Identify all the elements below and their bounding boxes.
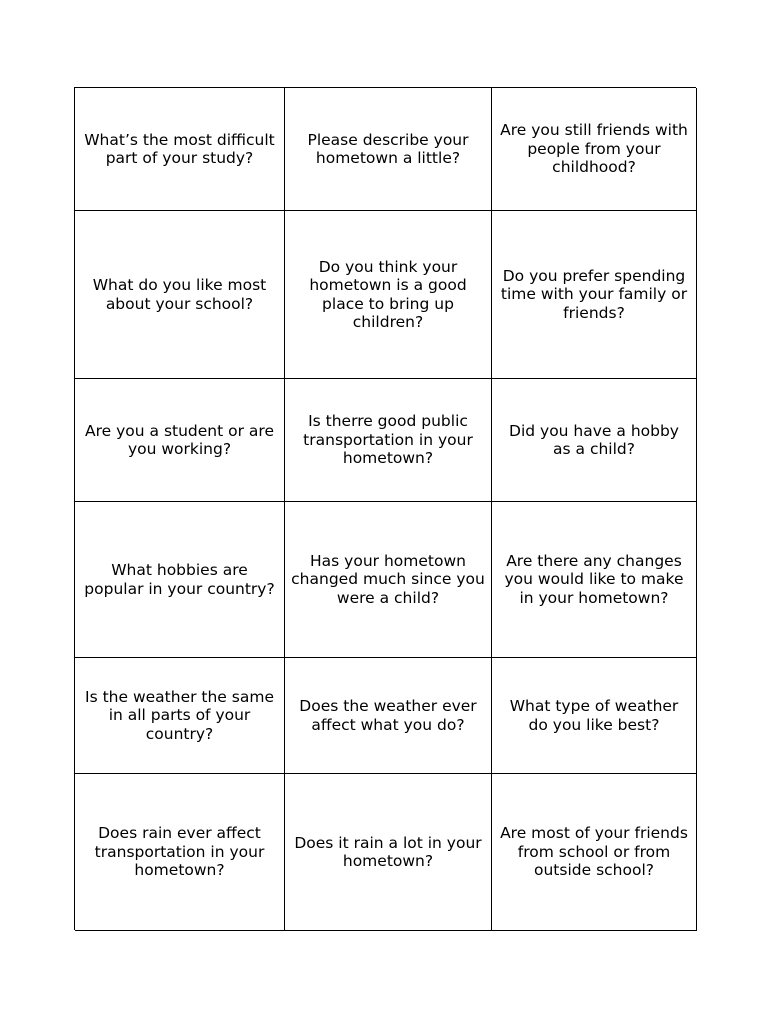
- question-text: What’s the most difficult part of your study?: [84, 130, 275, 167]
- question-card: [492, 88, 697, 211]
- question-card-grid: [74, 87, 696, 930]
- question-card: [285, 502, 492, 658]
- question-card: [285, 658, 492, 774]
- question-card: [285, 211, 492, 379]
- question-text: Is the weather the same in all parts of your country?: [85, 687, 274, 743]
- question-text: Are you still friends with people from your childhood?: [500, 121, 688, 177]
- question-card: [75, 774, 285, 931]
- question-card: [492, 211, 697, 379]
- question-text: Please describe your hometown a little?: [307, 130, 469, 167]
- question-text: Do you prefer spending time with your family or friends?: [500, 266, 688, 322]
- question-card: [492, 502, 697, 658]
- question-card: [492, 774, 697, 931]
- question-text: Are you a student or are you working?: [85, 421, 274, 458]
- question-text: Does it rain a lot in your hometown?: [294, 833, 482, 870]
- question-card: [75, 502, 285, 658]
- question-card: [492, 379, 697, 502]
- question-text: Are most of your friends from school or from outside school?: [500, 824, 688, 880]
- question-card: [285, 88, 492, 211]
- question-card: [75, 379, 285, 502]
- question-text: Are there any changes you would like to make in your hometown?: [504, 551, 684, 607]
- question-text: Does the weather ever affect what you do?: [299, 697, 477, 734]
- question-text: Is therre good public transportation in your hometown?: [303, 412, 473, 468]
- question-text: What hobbies are popular in your country?: [84, 561, 275, 598]
- question-text: What type of weather do you like best?: [509, 697, 679, 734]
- question-text: Do you think your hometown is a good place to bring up children?: [309, 257, 467, 331]
- question-card: [75, 211, 285, 379]
- question-text: What do you like most about your school?: [92, 276, 267, 313]
- question-card: [285, 379, 492, 502]
- question-card: [492, 658, 697, 774]
- question-card: [75, 88, 285, 211]
- question-text: Did you have a hobby as a child?: [509, 421, 679, 458]
- question-text: Does rain ever affect transportation in your hometown?: [94, 824, 265, 880]
- question-card: [75, 658, 285, 774]
- question-card: [285, 774, 492, 931]
- question-text: Has your hometown changed much since you were a child?: [291, 551, 485, 607]
